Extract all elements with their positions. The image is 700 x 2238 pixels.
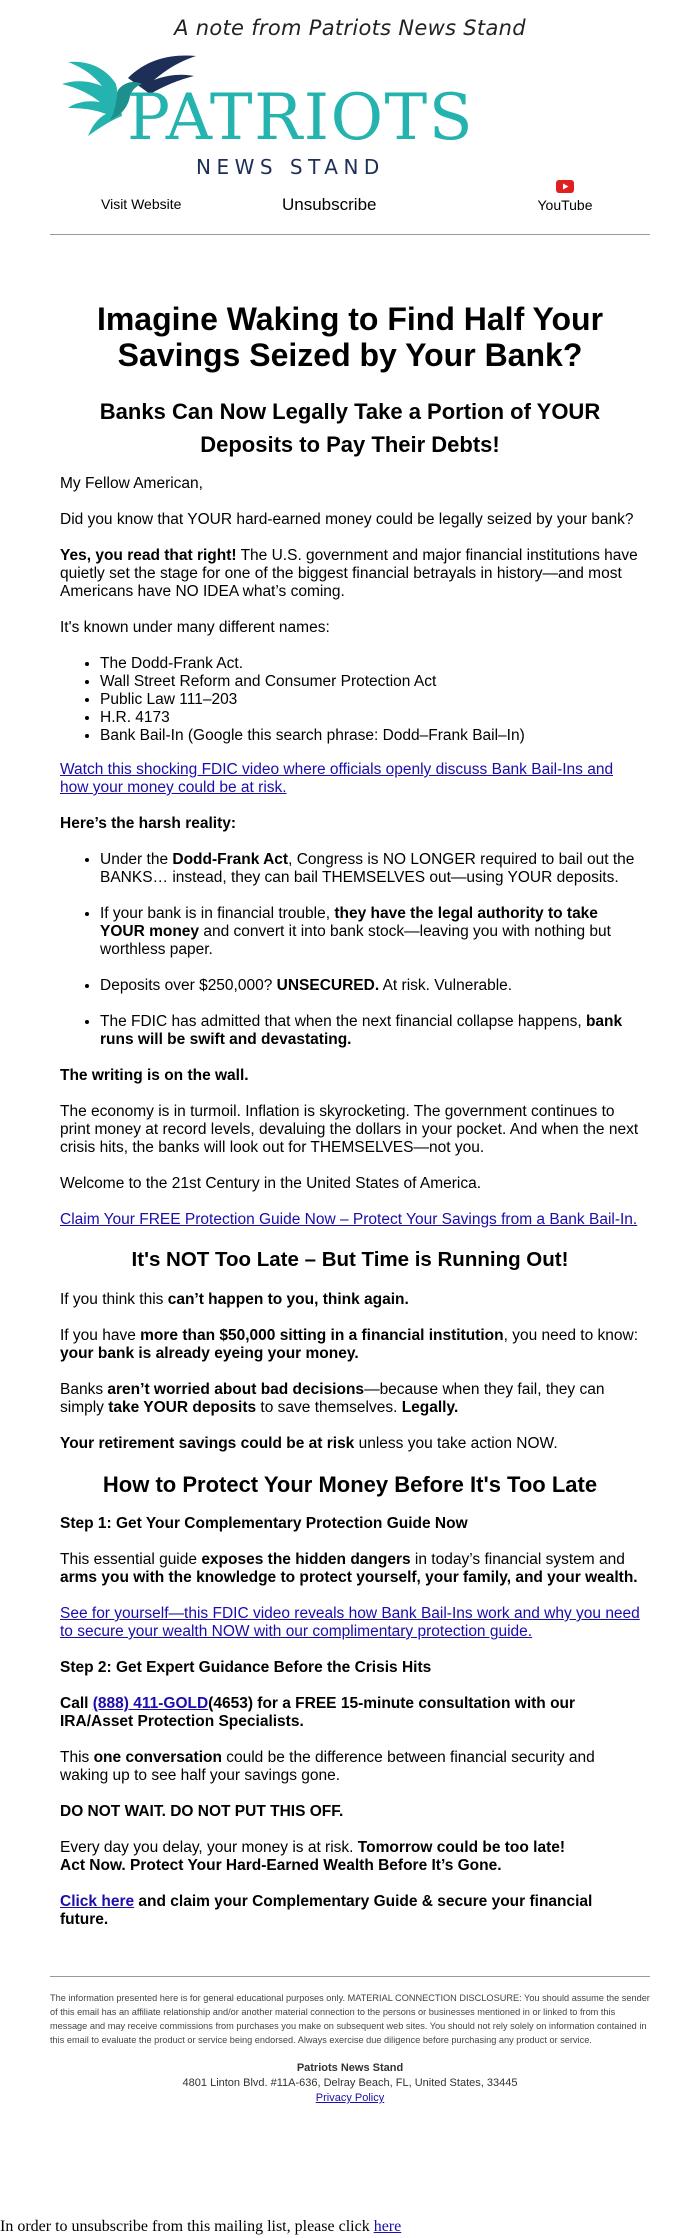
- delay-paragraph: [60, 1839, 640, 1875]
- do-not-wait: [60, 1803, 640, 1821]
- list-item: • H.R. 4173: [100, 709, 640, 727]
- reality-text: Deposits over $250,000?: [100, 977, 277, 994]
- retire-paragraph: [60, 1435, 640, 1453]
- known-as: It's known under many different names:: [60, 619, 330, 636]
- text: (4653) for a FREE 15-minute consultation with our IRA/Asset Protection Specialists.: [60, 1695, 576, 1730]
- youtube-link[interactable]: [535, 180, 595, 213]
- step-2-heading: Step 2: Get Expert Guidance Before the Crisis Hits: [60, 1659, 432, 1676]
- reality-text: Under the: [100, 851, 173, 868]
- text: Call: [60, 1695, 93, 1712]
- banks-paragraph: [60, 1381, 640, 1417]
- disclaimer: The information presented here is for general educational purposes only. MATERIAL CONNECTION DISCLOSURE: You should assume the sender of this email has an affiliate relationship and/or another material connection to the persons or businesses mentioned in or linked to from this message and may receive commissions from purchases you make on subsequent web sites. You should not rely solely on information contained in this email to evaluate the product or service being endorsed. Always exercise due diligence before purchasing any product or service.: [50, 1993, 650, 2045]
- bold-text: can’t happen to you, think again.: [167, 1291, 409, 1308]
- think-paragraph: [60, 1291, 640, 1309]
- harsh-reality-heading: Here’s the harsh reality:: [60, 815, 237, 832]
- brand-name: PATRIOTS: [127, 81, 475, 155]
- fdic-video-link-1[interactable]: Watch this shocking FDIC video where officials openly discuss Bank Bail-Ins and how your money could be at risk.: [60, 761, 614, 796]
- list-item: [100, 905, 640, 959]
- reality-text: , Congress is NO LONGER required to bail out the BANKS… instead, they can bail THEMSELVES out—using YOUR deposits.: [100, 851, 635, 886]
- text: unless you take action NOW.: [354, 1435, 558, 1452]
- bold-text: Act Now. Protect Your Hard-Earned Wealth Before It’s Gone.: [60, 1857, 502, 1874]
- unsubscribe-here-link[interactable]: here: [373, 2218, 402, 2235]
- economy-paragraph: The economy is in turmoil. Inflation is skyrocketing. The government continues to print money at record levels, devaluing the dollars in your pocket. And when the next crisis hits, the banks will look out for THEMSELVES—not you.: [60, 1103, 639, 1156]
- text: , you need to know:: [503, 1327, 639, 1344]
- reality-text: If your bank is in financial trouble,: [100, 905, 335, 922]
- text: —because when they fail, they can simply: [60, 1381, 605, 1416]
- bold-text: one conversation: [93, 1749, 222, 1766]
- text: This: [60, 1749, 94, 1766]
- guide-paragraph: [60, 1551, 640, 1587]
- text: If you have: [60, 1327, 141, 1344]
- company-name: Patriots News Stand: [296, 2062, 404, 2074]
- not-too-late-heading: It's NOT Too Late – But Time is Running Out!: [131, 1248, 569, 1271]
- email-header: [50, 0, 650, 235]
- bold-text: aren’t worried about bad decisions: [107, 1381, 365, 1398]
- text: Banks: [60, 1381, 108, 1398]
- bold-text: take YOUR deposits: [108, 1399, 257, 1416]
- click-bold: [60, 1893, 592, 1928]
- bold-text: DO NOT WAIT. DO NOT PUT THIS OFF.: [60, 1803, 344, 1820]
- greeting: My Fellow American,: [60, 475, 203, 492]
- privacy-policy-link[interactable]: Privacy Policy: [315, 2092, 385, 2104]
- list-item: • The Dodd-Frank Act.: [100, 655, 640, 673]
- fdic-video-link-2[interactable]: See for yourself—this FDIC video reveals how Bank Bail-Ins work and why you need to secure your wealth NOW with our complimentary protection guide.: [60, 1605, 640, 1640]
- bold-text: exposes the hidden dangers: [201, 1551, 411, 1568]
- click-here-link[interactable]: Click here: [60, 1893, 135, 1910]
- text: could be the difference between financial security and waking up to see half your savings gone.: [60, 1749, 595, 1784]
- text: If you think this: [60, 1291, 168, 1308]
- reality-bold: Dodd-Frank Act: [172, 851, 289, 868]
- company-address: 4801 Linton Blvd. #11A-636, Delray Beach, FL, United States, 33445: [182, 2077, 518, 2089]
- reality-text: The FDIC has admitted that when the next financial collapse happens,: [100, 1013, 586, 1030]
- list-item: • Wall Street Reform and Consumer Protection Act: [100, 673, 640, 691]
- welcome-paragraph: Welcome to the 21st Century in the United States of America.: [60, 1175, 482, 1192]
- tagline: A note from Patriots News Stand: [174, 16, 526, 40]
- text: and claim your Complementary Guide & secure your financial future.: [60, 1893, 593, 1928]
- header-nav: [50, 180, 650, 235]
- writing-on-wall: The writing is on the wall.: [60, 1067, 249, 1084]
- email-body: [60, 235, 640, 1929]
- company-info: [50, 2061, 650, 2106]
- visit-website-link[interactable]: Visit Website: [101, 196, 182, 212]
- list-item: • Bank Bail-In (Google this search phrase: Dodd–Frank Bail–In): [100, 727, 640, 745]
- unsubscribe-link[interactable]: Unsubscribe: [282, 195, 377, 214]
- claim-guide-link[interactable]: Claim Your FREE Protection Guide Now – Protect Your Savings from a Bank Bail-In.: [60, 1211, 638, 1228]
- brand-logo[interactable]: [50, 50, 650, 179]
- reality-bold: UNSECURED.: [276, 977, 380, 994]
- video-link-2-paragraph: [60, 1605, 640, 1641]
- yes-paragraph: [60, 547, 640, 601]
- unsubscribe-line: [0, 2218, 401, 2236]
- call-paragraph: [60, 1695, 640, 1731]
- step-1-heading: Step 1: Get Your Complementary Protection Guide Now: [60, 1515, 468, 1532]
- bold-text: Legally.: [401, 1399, 459, 1416]
- bold-text: arms you with the knowledge to protect yourself, your family, and your wealth.: [60, 1569, 638, 1586]
- youtube-label: YouTube: [537, 197, 593, 213]
- list-item: • Public Law 111–203: [100, 691, 640, 709]
- yes-bold: Yes, you read that right!: [60, 547, 237, 564]
- bold-text: your bank is already eyeing your money.: [60, 1345, 359, 1362]
- text: Every day you delay, your money is at risk.: [60, 1839, 358, 1856]
- conversation-paragraph: [60, 1749, 640, 1785]
- phone-link[interactable]: (888) 411-GOLD: [92, 1695, 209, 1712]
- intro-question: Did you know that YOUR hard-earned money could be legally seized by your bank?: [60, 511, 634, 528]
- claim-link-paragraph: [60, 1211, 640, 1229]
- main-title: Imagine Waking to Find Half Your Savings Seized by Your Bank?: [96, 301, 604, 373]
- list-item: [100, 977, 640, 995]
- reality-bold: they have the legal authority to take YOUR money: [100, 905, 598, 940]
- brand-subtitle: NEWS STAND: [196, 155, 385, 179]
- bold-text: Tomorrow could be too late!: [357, 1839, 566, 1856]
- names-list: [60, 655, 640, 745]
- list-item: [100, 1013, 640, 1049]
- text: This essential guide: [60, 1551, 202, 1568]
- email-footer: [50, 1976, 650, 2106]
- list-item: [100, 851, 640, 887]
- unsubscribe-text: In order to unsubscribe from this mailing list, please click: [0, 2218, 374, 2235]
- bold-text: more than $50,000 sitting in a financial institution: [140, 1327, 504, 1344]
- text: to save themselves.: [256, 1399, 402, 1416]
- reality-list: [60, 851, 640, 1049]
- protect-heading: How to Protect Your Money Before It's Too Late: [102, 1472, 598, 1497]
- fifty-paragraph: [60, 1327, 640, 1363]
- call-bold: [60, 1695, 575, 1730]
- main-subtitle: Banks Can Now Legally Take a Portion of YOUR Deposits to Pay Their Debts!: [99, 399, 601, 457]
- yes-rest: The U.S. government and major financial institutions have quietly set the stage for one of the biggest financial betrayals in history—and most Americans have NO IDEA what’s coming.: [60, 547, 638, 600]
- reality-text: At risk. Vulnerable.: [379, 977, 513, 994]
- bold-text: Your retirement savings could be at risk: [60, 1435, 355, 1452]
- video-link-1-paragraph: [60, 761, 640, 797]
- text: in today’s financial system and: [410, 1551, 625, 1568]
- reality-text: and convert it into bank stock—leaving you with nothing but worthless paper.: [100, 923, 611, 958]
- youtube-icon: [556, 180, 574, 193]
- click-here-paragraph: [60, 1893, 640, 1929]
- reality-bold: bank runs will be swift and devastating.: [100, 1013, 623, 1048]
